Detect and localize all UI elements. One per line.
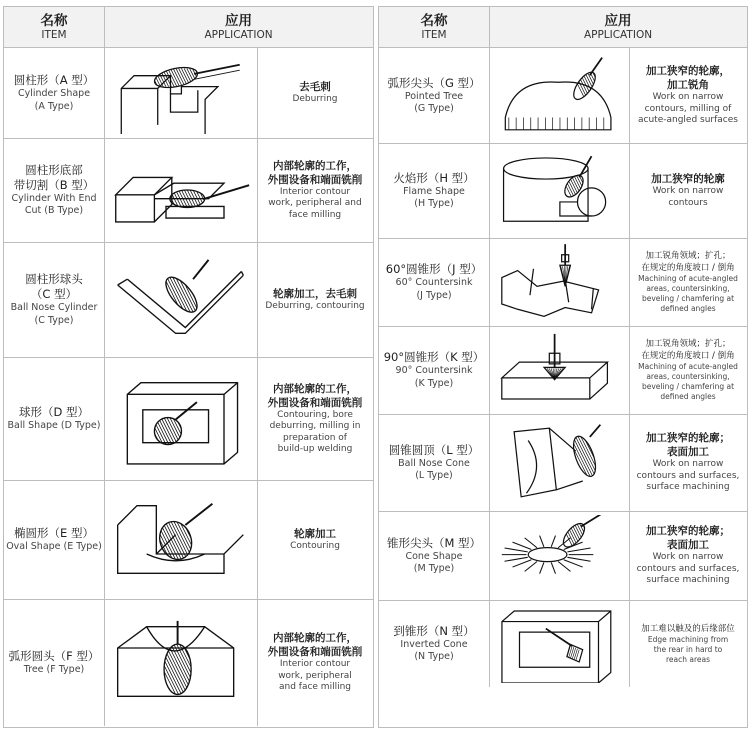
right-table-header (379, 7, 747, 48)
table-row (4, 480, 373, 600)
item-name-en: (A Type) (34, 100, 74, 112)
item-name-cell (379, 48, 489, 143)
application-en: deburring, milling in (269, 421, 361, 431)
table-row (4, 242, 373, 358)
countersink-60-burr-icon (493, 242, 625, 322)
application-en: areas, countersinking, (646, 284, 730, 293)
column-divider (489, 143, 490, 238)
application-en: Interior contour (279, 186, 351, 197)
application-en: defined angles (660, 304, 716, 313)
application-zh: 外围设备和端面铣削 (267, 396, 363, 409)
application-zh: 加工狭窄的轮廓； (646, 432, 730, 445)
application-header-zh: 应用 (225, 12, 252, 29)
item-name-en: Oval Shape (E Type) (6, 540, 102, 552)
item-name-zh: 弧形尖头（G 型） (387, 75, 481, 90)
item-name-en: Cylinder Shape (17, 88, 91, 99)
table-row (379, 511, 747, 601)
application-en: Deburring, contouring (265, 300, 365, 311)
inverted-cone-burr-icon (493, 604, 625, 683)
cone-burr-icon (493, 515, 625, 596)
application-en: beveling / chamfering at (641, 294, 735, 303)
item-name-en: Inverted Cone (400, 638, 468, 650)
item-name-cell (4, 48, 104, 138)
ball-burr-icon (108, 361, 253, 476)
application-cell (257, 48, 373, 138)
item-name-en: Ball Shape (D Type) (7, 419, 101, 431)
illustration-cell (104, 48, 257, 138)
application-en: Work on narrow (652, 186, 724, 196)
column-divider (257, 357, 258, 480)
column-divider (257, 480, 258, 599)
illustration-cell (489, 600, 629, 687)
item-name-zh: 球形（D 型） (18, 404, 89, 419)
ball-nose-cylinder-burr-icon (108, 246, 253, 353)
table-row (4, 599, 373, 726)
column-divider (629, 414, 630, 511)
application-zh: 外围设备和端面铣削 (267, 173, 363, 186)
application-zh: 在规定的角度坡口 / 倒角 (641, 351, 735, 361)
item-name-zh: 到锥形（N 型） (393, 623, 475, 638)
application-en: contours and surfaces, (636, 470, 740, 481)
application-cell (257, 242, 373, 357)
illustration-cell (104, 480, 257, 599)
application-zh: 表面加工 (667, 539, 709, 552)
application-en: Machining of acute-angled (638, 274, 738, 283)
item-name-cell (379, 414, 489, 511)
item-name-en: Cut (B Type) (24, 205, 84, 216)
column-divider (629, 48, 630, 143)
cylinder-end-cut-burr-icon (108, 142, 253, 238)
application-en: surface machining (646, 575, 730, 586)
item-name-zh: 90°圆锥形（K 型） (383, 350, 485, 364)
item-name-en: (C Type) (34, 314, 74, 326)
application-zh: 加工锐角 (667, 79, 709, 92)
item-header-en: ITEM (41, 28, 67, 41)
application-en: contours and surfaces, (636, 563, 740, 574)
application-cell (257, 357, 373, 480)
application-cell (257, 480, 373, 599)
table-row (379, 143, 747, 239)
item-name-cell (4, 138, 104, 242)
table-row (4, 138, 373, 243)
item-name-zh: 圆柱形（A 型） (13, 73, 95, 87)
application-header-en: APPLICATION (204, 28, 273, 41)
column-divider (629, 143, 630, 238)
item-name-zh: 圆锥圆顶（L 型） (388, 442, 480, 457)
item-name-zh: 锥形尖头（M 型） (386, 535, 482, 550)
table-row (4, 48, 373, 139)
application-cell (629, 326, 747, 414)
item-name-cell (4, 242, 104, 357)
item-name-en: Cone Shape (405, 550, 463, 562)
column-divider (104, 357, 105, 480)
tree-burr-icon (108, 603, 253, 722)
column-divider (629, 511, 630, 600)
item-header (4, 7, 104, 47)
application-zh: 内部轮廓的工作， (273, 632, 357, 645)
item-name-en: (N Type) (414, 651, 454, 662)
application-cell (629, 143, 747, 238)
column-divider (104, 480, 105, 599)
column-divider (489, 326, 490, 414)
column-divider (257, 48, 258, 138)
table-row (379, 326, 747, 415)
application-en: the rear in hard to (653, 644, 723, 654)
application-zh: 加工狭窄的轮廓 (651, 173, 725, 185)
application-en: build-up welding (277, 444, 353, 454)
application-zh: 在规定的角度坡口 / 倒角 (641, 263, 735, 273)
item-name-en: Cylinder With End (11, 192, 97, 204)
item-name-cell (379, 238, 489, 326)
application-zh: 内部轮廓的工作， (273, 382, 357, 395)
application-zh: 加工狭窄的轮廓， (646, 65, 730, 78)
ball-nose-cone-burr-icon (493, 418, 625, 507)
illustration-cell (489, 238, 629, 326)
column-divider (257, 599, 258, 726)
item-name-zh: 60°圆锥形（J 型） (385, 262, 483, 276)
application-zh: 内部轮廓的工作， (273, 159, 357, 172)
item-name-cell (379, 600, 489, 687)
table-row (379, 48, 747, 144)
pointed-tree-burr-icon (493, 52, 625, 139)
application-header-zh: 应用 (604, 12, 632, 29)
application-en: Work on narrow (652, 459, 724, 470)
item-name-en: Pointed Tree (404, 90, 464, 102)
item-name-en: (G Type) (414, 103, 454, 114)
oval-burr-icon (108, 484, 253, 595)
application-cell (629, 414, 747, 511)
application-en: Edge machining from (647, 634, 729, 644)
application-header (104, 7, 373, 47)
illustration-cell (489, 511, 629, 600)
item-name-en: (L Type) (415, 470, 453, 481)
item-name-cell (379, 143, 489, 238)
illustration-cell (489, 48, 629, 143)
application-en: work, peripheral (278, 670, 352, 681)
item-name-en: (J Type) (416, 289, 452, 301)
cylinder-burr-icon (108, 52, 253, 134)
application-en: Contouring (290, 540, 340, 551)
table-row (379, 238, 747, 327)
item-header-zh: 名称 (40, 12, 68, 29)
item-name-zh: 圆柱形底部 (25, 162, 83, 177)
application-en: Work on narrow (652, 552, 724, 563)
application-en: work, peripheral and (268, 198, 362, 209)
application-header (489, 7, 747, 47)
table-row (379, 414, 747, 512)
table-row (4, 357, 373, 481)
illustration-cell (489, 414, 629, 511)
application-en: Interior contour (279, 659, 351, 670)
column-divider (629, 326, 630, 414)
application-zh: 外围设备和端面铣削 (267, 646, 363, 659)
application-en: contours (668, 197, 708, 208)
item-name-en: 60° Countersink (395, 277, 473, 288)
application-en: face milling (288, 209, 342, 220)
application-en: surface machining (646, 482, 730, 493)
item-name-zh: （C 型） (30, 287, 78, 301)
column-divider (104, 242, 105, 357)
column-divider (257, 138, 258, 242)
application-zh: 表面加工 (667, 446, 709, 459)
column-divider (629, 238, 630, 326)
countersink-90-burr-icon (493, 330, 625, 410)
application-zh: 加工锐角领域；扩孔； (645, 339, 731, 349)
application-en: areas, countersinking, (646, 372, 730, 381)
table-row (379, 600, 747, 687)
application-cell (257, 599, 373, 726)
application-zh: 加工狭窄的轮廓； (646, 525, 730, 538)
application-zh: 加工难以触及的后缘部位 (641, 623, 735, 634)
application-en: and face milling (278, 682, 351, 693)
application-cell (629, 511, 747, 600)
application-en: beveling / chamfering at (641, 382, 735, 391)
item-name-en: Ball Nose Cylinder (10, 302, 98, 313)
application-cell (629, 48, 747, 143)
column-divider (629, 600, 630, 687)
illustration-cell (104, 357, 257, 480)
item-name-en: Ball Nose Cone (398, 457, 470, 469)
column-divider (104, 48, 105, 138)
application-en: preparation of (283, 432, 347, 443)
application-header-en: APPLICATION (583, 28, 653, 41)
left-table-header (4, 7, 373, 48)
application-zh: 去毛刺 (299, 81, 331, 94)
application-en: Machining of acute-angled (638, 362, 738, 371)
column-divider (104, 138, 105, 242)
application-cell (629, 238, 747, 326)
item-name-zh: 圆柱形球头 (25, 272, 83, 286)
flame-burr-icon (493, 147, 625, 234)
item-header (379, 7, 489, 47)
application-en: Deburring (292, 94, 338, 105)
column-divider (257, 242, 258, 357)
illustration-cell (104, 138, 257, 242)
application-en: reach areas (665, 654, 711, 664)
item-name-zh: 火焰形（H 型） (393, 170, 475, 185)
column-divider (489, 48, 490, 143)
item-name-cell (4, 480, 104, 599)
item-name-zh: 椭圆形（E 型） (14, 525, 94, 540)
illustration-cell (489, 326, 629, 414)
column-divider (489, 600, 490, 687)
illustration-cell (104, 242, 257, 357)
left-table (3, 6, 374, 728)
right-table (378, 6, 748, 728)
application-en: Work on narrow (652, 92, 724, 103)
illustration-cell (104, 599, 257, 726)
item-name-en: (H Type) (414, 198, 454, 209)
item-name-cell (379, 326, 489, 414)
column-divider (489, 511, 490, 600)
application-en: defined angles (660, 392, 716, 401)
application-zh: 轮廓加工 (294, 527, 336, 540)
item-name-zh: 带切割（B 型） (13, 177, 95, 192)
application-zh: 加工锐角领域；扩孔； (645, 251, 731, 261)
item-name-zh: 弧形圆头（F 型） (8, 648, 100, 663)
application-zh: 轮廓加工，去毛刺 (273, 287, 357, 300)
item-name-cell (4, 357, 104, 480)
application-en: acute-angled surfaces (638, 115, 738, 126)
item-name-en: 90° Countersink (395, 365, 473, 376)
application-cell (257, 138, 373, 242)
column-divider (104, 599, 105, 726)
illustration-cell (489, 143, 629, 238)
application-cell (629, 600, 747, 687)
item-name-cell (379, 511, 489, 600)
item-header-en: ITEM (421, 28, 447, 41)
item-name-en: (M Type) (413, 563, 455, 574)
item-name-en: Flame Shape (403, 185, 465, 197)
item-header-zh: 名称 (420, 12, 448, 29)
application-en: Contouring, bore (277, 409, 353, 420)
column-divider (489, 238, 490, 326)
item-name-en: (K Type) (414, 377, 454, 389)
item-name-cell (4, 599, 104, 726)
application-en: contours, milling of (644, 103, 732, 114)
item-name-en: Tree (F Type) (23, 663, 85, 675)
column-divider (489, 414, 490, 511)
